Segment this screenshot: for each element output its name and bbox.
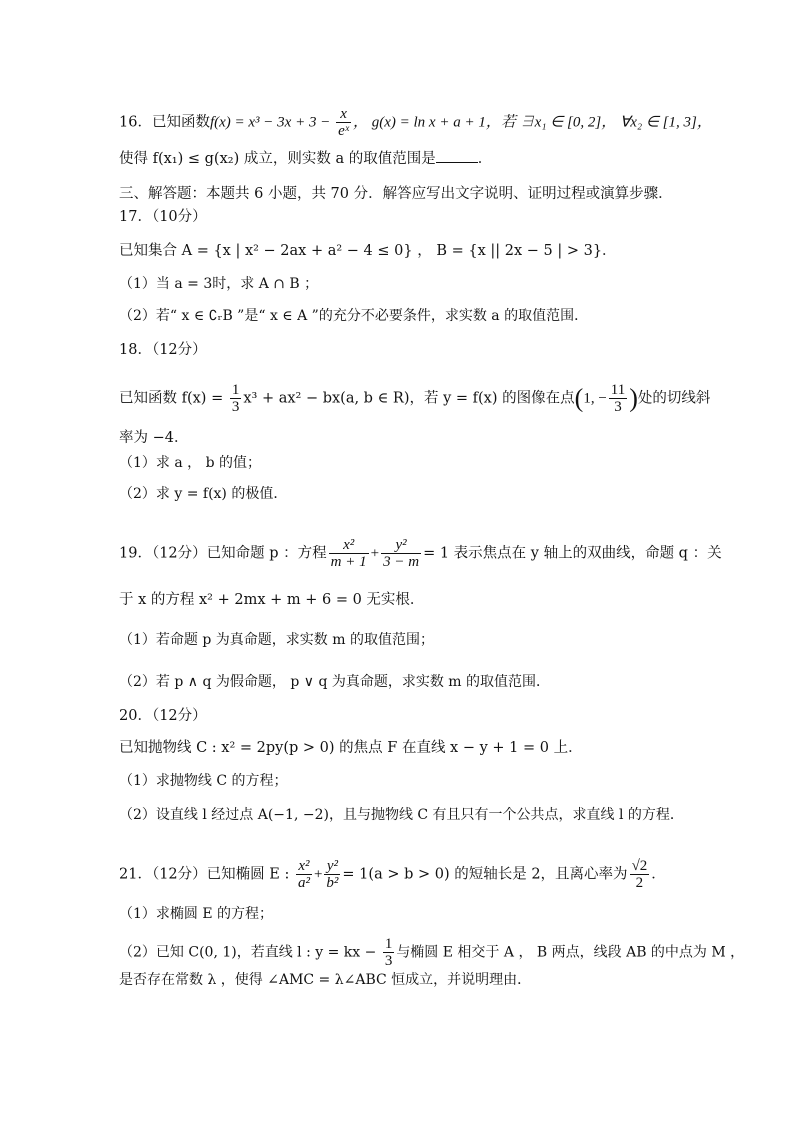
q18-header: 18．（12分） (119, 342, 207, 358)
q21-part2 (119, 936, 744, 969)
q18-point-a: 1, − (583, 390, 607, 407)
q19-frac2 (381, 537, 421, 570)
q21-p2-a: （2）已知 C(0, 1)，若直线 l : y = kx − (119, 944, 381, 961)
q16-prefix: 16．已知函数 (119, 114, 210, 131)
q19-frac2-num: y² (381, 537, 421, 554)
q16-line1 (119, 106, 712, 139)
q21-ecc-num: √2 (631, 858, 648, 874)
q20-header: 20．（12分） (119, 708, 207, 724)
q16-f-def: f(x) = x³ − 3x + 3 − (209, 114, 335, 131)
q19-frac2-den: 3 − m (383, 554, 420, 570)
q21-ecc-fraction (630, 858, 650, 891)
q16-g-def: ， g(x) = ln x + a + 1，若 ∃x₁ ∈ [0, 2]， ∀x₂ ∈ [1, 3]， (352, 114, 712, 131)
q18-point-open-paren: ( (574, 383, 584, 413)
section3-heading: 三、解答题：本题共 6 小题，共 70 分．解答应写出文字说明、证明过程或演算步骤． (119, 186, 673, 202)
q19-plus: + (370, 545, 380, 562)
q17-header: 17．（10分） (119, 209, 207, 225)
q16-frac-num: x (336, 106, 351, 123)
q21-p2-fraction (383, 936, 395, 969)
q17-part2: （2）若“ x ∈ ∁ᵣB ”是“ x ∈ A ”的充分不必要条件，求实数 a 的取值范围． (119, 308, 589, 324)
q18-third-den: 3 (231, 399, 240, 415)
q16-frac-den: eˣ (338, 123, 349, 139)
q18-third-num: 1 (231, 382, 240, 398)
q18-part2: （2）求 y = f(x) 的极值． (119, 486, 288, 502)
q18-stem-b: x³ + ax² − bx(a, b ∈ R)，若 y = f(x) 的图像在点 (243, 390, 575, 407)
q21-p2-num: 1 (384, 936, 393, 952)
q16-answer-blank (436, 148, 478, 163)
q19-frac1-den: m + 1 (330, 554, 367, 570)
q21-ecc-den: 2 (635, 875, 644, 891)
q19-frac1 (329, 537, 369, 570)
q16-line2-end: ． (477, 151, 493, 167)
q21-frac1-den: a² (297, 875, 310, 891)
q19-line1 (119, 537, 722, 570)
q21-part1: （1）求椭圆 E 的方程； (119, 906, 274, 922)
q20-part1: （1）求抛物线 C 的方程； (119, 773, 288, 789)
q18-stem-line2: 率为 −4． (119, 430, 189, 446)
q21-frac2-den: b² (326, 875, 339, 891)
q18-point-den: 3 (614, 399, 622, 415)
q21-end: ． (651, 866, 666, 883)
q21-frac1 (296, 858, 312, 891)
q18-stem-c: 处的切线斜 (637, 390, 711, 407)
q18-point-fraction (609, 382, 627, 415)
q18-point-close-paren: ) (629, 383, 638, 413)
q19-prefix: 19．（12分）已知命题 p ：方程 (119, 545, 327, 562)
q21-p2-b: 与椭圆 E 相交于 A ， B 两点，线段 AB 的中点为 M ， (396, 944, 745, 961)
q21-prefix: 21．（12分）已知椭圆 E : (119, 866, 294, 883)
q20-stem: 已知抛物线 C : x² = 2py(p > 0) 的焦点 F 在直线 x − y + 1 = 0 上． (119, 740, 583, 756)
q20-part2: （2）设直线 l 经过点 A(−1, −2)，且与抛物线 C 有且只有一个公共点，求直线 l 的方程． (119, 807, 684, 823)
q21-frac2-num: y² (324, 858, 340, 875)
q18-part1: （1）求 a ， b 的值； (119, 455, 262, 471)
q19-line2: 于 x 的方程 x² + 2mx + m + 6 = 0 无实根． (119, 592, 425, 608)
q18-stem-a: 已知函数 f(x) = (119, 390, 228, 407)
q18-third-fraction (230, 382, 242, 415)
q19-suffix: = 1 表示焦点在 y 轴上的双曲线，命题 q ：关 (423, 545, 722, 562)
q16-f-fraction (336, 106, 351, 139)
q21-p2-den: 3 (384, 953, 393, 969)
q18-stem (119, 382, 710, 415)
q16-line2-text: 使得 f(x₁) ≤ g(x₂) 成立，则实数 a 的取值范围是 (119, 151, 436, 167)
q16-line2 (119, 148, 492, 169)
q17-part1: （1）当 a = 3时，求 A ∩ B ； (119, 276, 319, 292)
q21-plus: + (313, 866, 323, 883)
q21-part2-line2: 是否存在常数 λ ，使得 ∠AMC = λ∠ABC 恒成立，并说明理由． (119, 972, 532, 988)
q21-mid: = 1(a > b > 0) 的短轴长是 2，且离心率为 (342, 866, 628, 883)
q21-frac1-num: x² (296, 858, 312, 875)
q18-point-num: 11 (610, 382, 626, 398)
q21-line1 (119, 858, 666, 891)
q17-stem: 已知集合 A = {x | x² − 2ax + a² − 4 ≤ 0} ， B = {x || 2x − 5 | > 3}． (119, 243, 617, 259)
q19-part1: （1）若命题 p 为真命题，求实数 m 的取值范围； (119, 632, 434, 648)
q21-frac2 (324, 858, 340, 891)
q19-part2: （2）若 p ∧ q 为假命题， p ∨ q 为真命题，求实数 m 的取值范围． (119, 674, 551, 690)
q19-frac1-num: x² (329, 537, 369, 554)
